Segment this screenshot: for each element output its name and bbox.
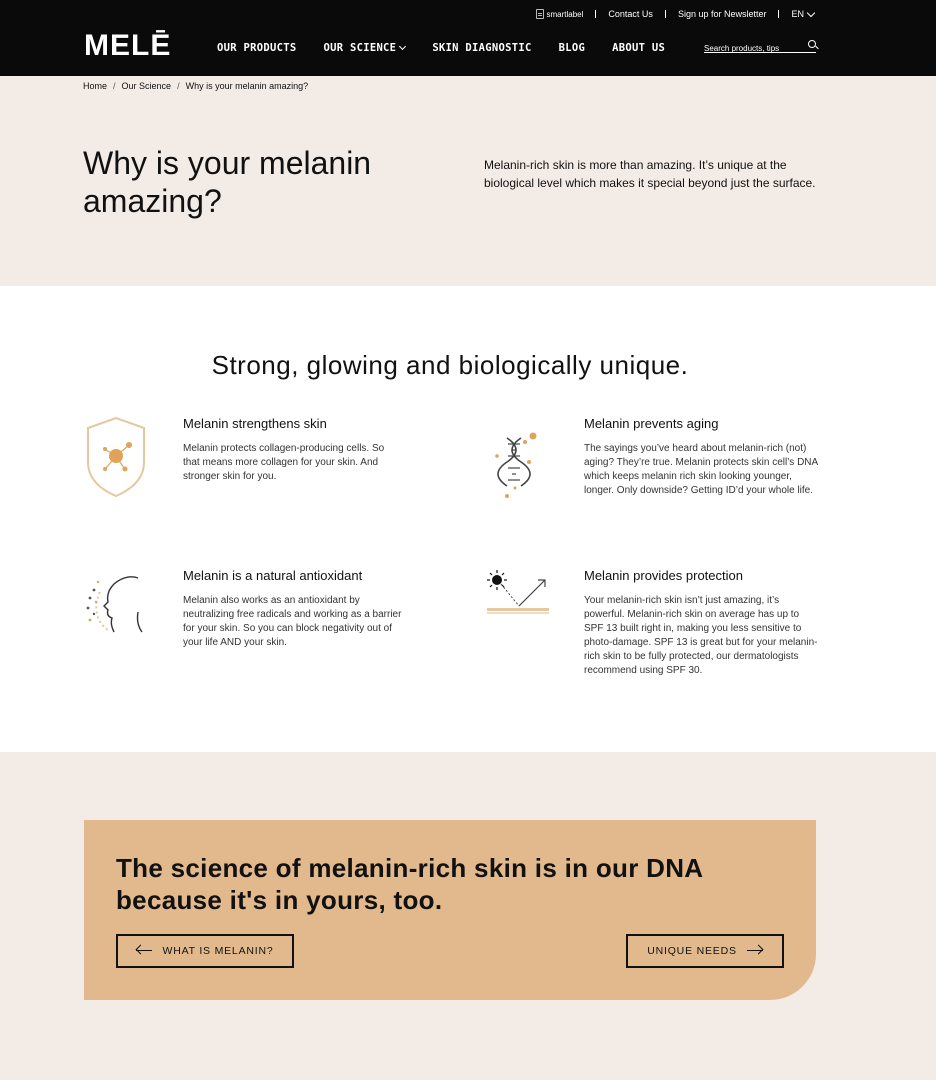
features-section — [0, 286, 936, 752]
divider — [595, 10, 596, 18]
language-selector[interactable] — [791, 9, 814, 19]
what-is-melanin-button[interactable] — [116, 934, 294, 968]
contact-link[interactable]: Contact Us — [608, 9, 653, 19]
breadcrumb-home[interactable]: Home — [83, 81, 108, 91]
breadcrumb-separator: / — [113, 81, 116, 91]
feature-title: Melanin strengthens skin — [183, 416, 327, 431]
feature-title: Melanin prevents aging — [584, 416, 719, 431]
nav-blog[interactable]: BLOG — [558, 42, 586, 54]
chevron-down-icon — [399, 43, 406, 50]
newsletter-link[interactable]: Sign up for Newsletter — [677, 9, 767, 19]
breadcrumb-current: Why is your melanin amazing? — [185, 81, 309, 91]
breadcrumb-separator: / — [177, 81, 180, 91]
page-title: Why is your melanin amazing? — [83, 145, 372, 219]
breadcrumb — [83, 81, 308, 91]
features-title: Strong, glowing and biologically unique. — [211, 350, 689, 380]
chevron-down-icon — [807, 8, 815, 16]
feature-item — [485, 416, 825, 526]
feature-text: Melanin also works as an antioxidant by neutralizing free radicals and working as a barrier for your skin. So you can block negativity out of your life AND your skin. — [183, 595, 402, 648]
logo[interactable]: MELĒ — [84, 29, 172, 62]
smartlabel-icon — [536, 9, 544, 19]
what-is-melanin-label: WHAT IS MELANIN? — [162, 945, 274, 957]
unique-needs-button[interactable] — [626, 934, 784, 968]
sun-reflection-icon — [485, 568, 549, 652]
arrow-left-icon — [136, 946, 152, 956]
divider — [665, 10, 666, 18]
hero-section — [0, 76, 936, 286]
hero-description: Melanin-rich skin is more than amazing. It’s unique at the biological level which makes it special beyond just the surface. — [484, 158, 816, 190]
nav-our-products[interactable]: OUR PRODUCTS — [217, 42, 297, 54]
nav-about-us[interactable]: ABOUT US — [612, 42, 666, 54]
face-profile-icon — [84, 568, 148, 652]
search-icon[interactable] — [808, 40, 816, 48]
breadcrumb-our-science[interactable]: Our Science — [121, 81, 172, 91]
nav-skin-diagnostic[interactable]: SKIN DIAGNOSTIC — [432, 42, 532, 54]
language-label: EN — [791, 9, 804, 19]
cta-heading: The science of melanin-rich skin is in our DNA because it's in yours, too. — [116, 853, 703, 915]
smartlabel-link[interactable] — [536, 9, 584, 19]
feature-title: Melanin is a natural antioxidant — [183, 568, 363, 583]
search-input[interactable] — [704, 44, 800, 53]
feature-text: Your melanin-rich skin isn’t just amazing, it’s powerful. Melanin-rich skin on average has up to SPF 13 built right in, making you less sensitive to photo-damage. SPF 13 is great but for your melanin-rich skin to be fully protected, our dermatologists recommend using SPF 30. — [584, 595, 818, 676]
feature-title: Melanin provides protection — [584, 568, 743, 583]
nav-our-science[interactable] — [323, 42, 405, 54]
feature-item — [84, 568, 414, 668]
feature-item — [485, 568, 825, 698]
dna-icon — [485, 416, 549, 500]
unique-needs-label: UNIQUE NEEDS — [647, 945, 737, 957]
divider — [778, 10, 779, 18]
nav-our-science-label: OUR SCIENCE — [323, 42, 397, 54]
feature-text: Melanin protects collagen-producing cells. So that means more collagen for your skin. And stronger skin for you. — [183, 443, 385, 482]
arrow-right-icon — [747, 946, 763, 956]
feature-item — [84, 416, 414, 516]
cta-card — [84, 820, 816, 1000]
main-nav — [217, 42, 665, 54]
shield-molecule-icon — [84, 416, 148, 500]
utility-bar — [536, 7, 815, 21]
cta-section — [0, 752, 936, 1080]
site-header — [0, 0, 936, 76]
feature-text: The sayings you’ve heard about melanin-rich (not) aging? They’re true. Melanin protects skin cell’s DNA which keeps melanin rich skin looking younger, longer. Only downside? Getting ID’d your whole life. — [584, 443, 818, 496]
search-box — [704, 38, 816, 53]
smartlabel-label: smartlabel — [546, 9, 584, 19]
